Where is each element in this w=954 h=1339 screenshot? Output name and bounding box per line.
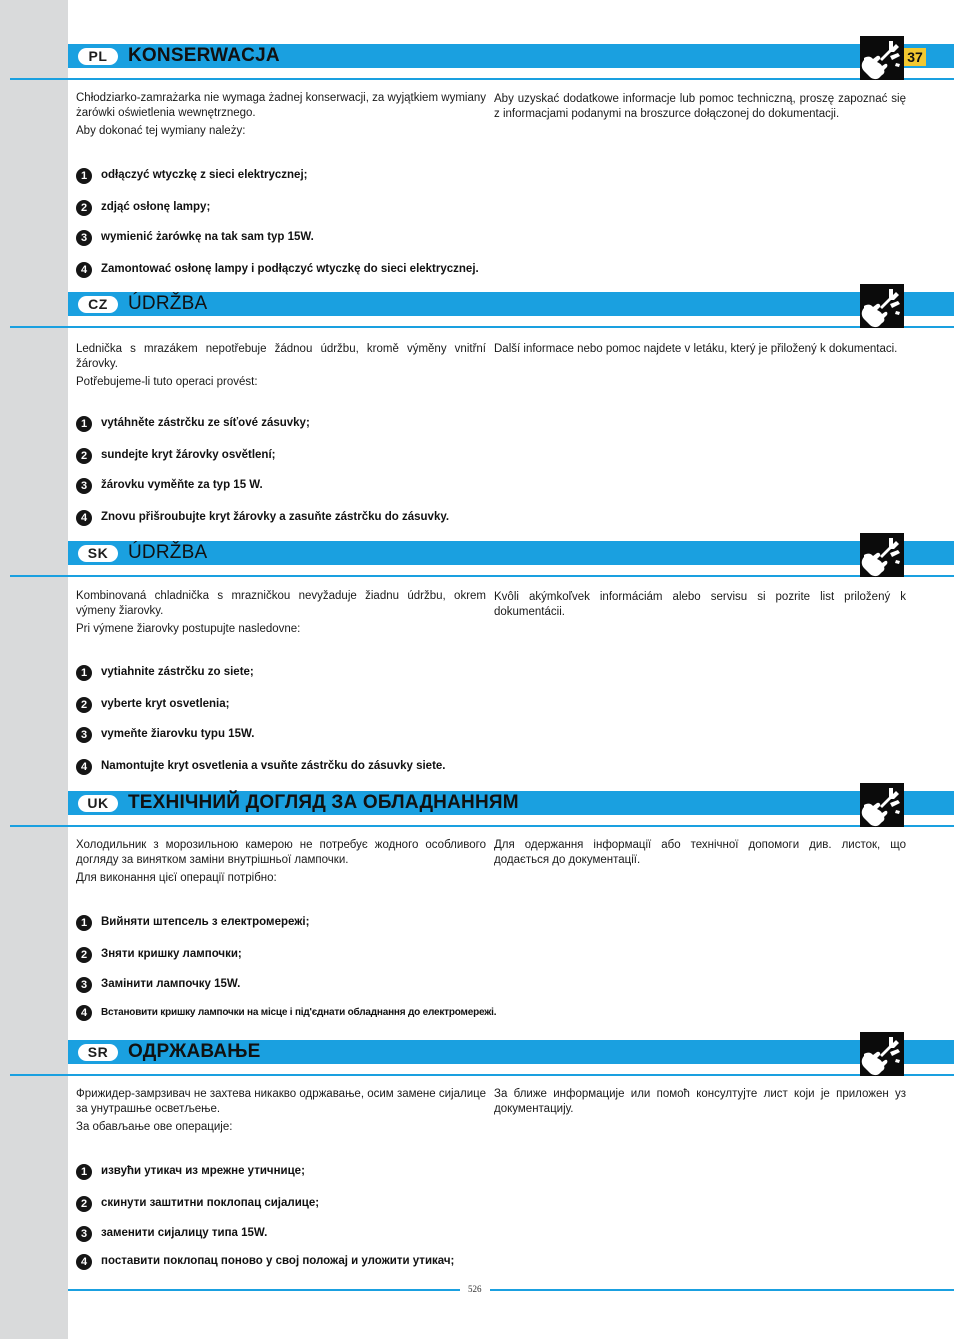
step-text: поставити поклопац поново у свој положај и уложити утикач;: [101, 1255, 455, 1267]
intro-instruction: Pri výmene žiarovky postupujte nasledovne:: [76, 623, 301, 635]
intro-paragraph: Kombinovaná chladnička s mrazničkou nevyžaduje žiadnu údržbu, okrem výmeny žiarovky.: [76, 590, 486, 617]
info-text: [494, 838, 906, 868]
banner-rule: [10, 78, 954, 80]
language-badge: CZ: [78, 296, 118, 313]
intro-paragraph: Фрижидер-замрзивач не захтева никакво одржавање, осим замене сијалице за унутрашње осветљење.: [76, 1088, 486, 1115]
intro-paragraph: Lednička s mrazákem nepotřebuje žádnou údržbu, kromě výměny vnitřní žárovky.: [76, 343, 486, 370]
info-text: [494, 590, 906, 620]
banner-rule: [10, 326, 954, 328]
wrench-hand-icon: [860, 783, 904, 827]
step-text: zdjąć osłonę lampy;: [101, 201, 211, 213]
step-number-badge: 4: [76, 1005, 92, 1021]
section-uk: [68, 791, 954, 1041]
banner-rule: [10, 825, 954, 827]
step-item: [76, 200, 636, 220]
step-number-badge: 1: [76, 416, 92, 432]
step-text: vyberte kryt osvetlenia;: [101, 698, 230, 710]
intro-paragraph: Chłodziarko-zamrażarka nie wymaga żadnej konserwacji, za wyjątkiem wymiany żarówki oświetlenia wewnętrznego.: [76, 92, 486, 119]
step-item: [76, 1254, 636, 1274]
footer-rule-left: [68, 1289, 460, 1291]
left-margin-strip: [0, 0, 68, 1339]
intro-text: [76, 342, 486, 390]
step-item: [76, 168, 636, 188]
step-text: sundejte kryt žárovky osvětlení;: [101, 449, 276, 461]
step-number-badge: 1: [76, 168, 92, 184]
step-number-badge: 2: [76, 1196, 92, 1212]
section-sk: [68, 541, 954, 791]
section-pl: [68, 44, 954, 294]
step-text: vymeňte žiarovku typu 15W.: [101, 728, 255, 740]
section-title: ТЕХНІЧНИЙ ДОГЛЯД ЗА ОБЛАДНАННЯМ: [128, 792, 519, 813]
info-paragraph: Kvôli akýmkoľvek informáciám alebo servisu si pozrite list priložený k dokumentácii.: [494, 591, 906, 618]
banner-rule: [10, 1074, 954, 1076]
info-text: [494, 1087, 906, 1117]
step-item: [76, 1226, 636, 1246]
language-badge: SR: [78, 1044, 118, 1061]
step-text: извући утикач из мрежне утичнице;: [101, 1165, 305, 1177]
step-number-badge: 2: [76, 697, 92, 713]
step-item: [76, 977, 636, 997]
step-number-badge: 4: [76, 262, 92, 278]
wrench-hand-icon: [860, 284, 904, 328]
step-item: [76, 665, 636, 685]
info-paragraph: Для одержання інформації або технічної допомоги див. листок, що додається до документації.: [494, 839, 906, 866]
step-text: Встановити кришку лампочки на місце і під'єднати обладнання до електромережі.: [101, 1007, 497, 1018]
wrench-hand-icon: [860, 36, 904, 80]
step-text: Зняти кришку лампочки;: [101, 948, 242, 960]
step-number-badge: 3: [76, 230, 92, 246]
intro-text: [76, 838, 486, 886]
language-badge: SK: [78, 545, 118, 562]
step-item: [76, 915, 636, 935]
info-paragraph: Aby uzyskać dodatkowe informacje lub pomoc techniczną, proszę zapoznać się z informacjami podanymi na broszurce dołączonej do dokumentacji.: [494, 93, 906, 120]
intro-text: [76, 91, 486, 139]
intro-text: [76, 1087, 486, 1135]
step-text: Zamontować osłonę lampy i podłączyć wtyczkę do sieci elektrycznej.: [101, 263, 479, 275]
page-number: 37: [904, 48, 926, 66]
banner-rule: [10, 575, 954, 577]
intro-text: [76, 589, 486, 637]
footer-page-number: 526: [468, 1284, 482, 1294]
intro-instruction: За обављање ове операције:: [76, 1121, 233, 1133]
step-item: [76, 510, 636, 530]
step-text: odłączyć wtyczkę z sieci elektrycznej;: [101, 169, 308, 181]
section-title: ÚDRŽBA: [128, 542, 208, 563]
step-item: [76, 1196, 636, 1216]
wrench-hand-icon: [860, 533, 904, 577]
wrench-hand-icon: [860, 1032, 904, 1076]
step-text: скинути заштитни поклопац сијалице;: [101, 1197, 320, 1209]
step-number-badge: 2: [76, 448, 92, 464]
step-text: Замінити лампочку 15W.: [101, 978, 241, 990]
step-item: [76, 478, 636, 498]
step-item: [76, 759, 636, 779]
info-paragraph: За ближе информације или помоћ консултујте лист који је приложен уз документацију.: [494, 1088, 906, 1115]
section-cz: [68, 292, 954, 542]
step-text: заменити сијалицу типа 15W.: [101, 1227, 268, 1239]
step-item: [76, 947, 636, 967]
step-item: [76, 1005, 636, 1025]
info-text: [494, 342, 906, 357]
step-text: Znovu přišroubujte kryt žárovky a zasuňte zástrčku do zásuvky.: [101, 511, 450, 523]
step-number-badge: 3: [76, 478, 92, 494]
step-item: [76, 448, 636, 468]
step-number-badge: 2: [76, 947, 92, 963]
info-text: [494, 92, 906, 122]
language-badge: PL: [78, 48, 118, 65]
step-number-badge: 3: [76, 977, 92, 993]
section-title: ОДРЖАВАЊЕ: [128, 1041, 261, 1062]
step-text: Вийняти штепсель з електромережі;: [101, 916, 310, 928]
intro-instruction: Aby dokonać tej wymiany należy:: [76, 125, 246, 137]
step-text: vytiahnite zástrčku zo siete;: [101, 666, 254, 678]
step-item: [76, 416, 636, 436]
language-badge: UK: [78, 795, 118, 812]
step-item: [76, 262, 636, 282]
step-item: [76, 230, 636, 250]
section-title: KONSERWACJA: [128, 45, 280, 66]
step-number-badge: 4: [76, 759, 92, 775]
step-number-badge: 4: [76, 1254, 92, 1270]
step-item: [76, 697, 636, 717]
intro-paragraph: Холодильник з морозильною камерою не потребує жодного особливого догляду за винятком заміни внутрішньої лампочки.: [76, 839, 486, 866]
step-item: [76, 1164, 636, 1184]
step-text: Namontujte kryt osvetlenia a vsuňte zástrčku do zásuvky siete.: [101, 760, 446, 772]
step-number-badge: 4: [76, 510, 92, 526]
step-number-badge: 3: [76, 1226, 92, 1242]
section-title: ÚDRŽBA: [128, 293, 208, 314]
step-text: wymienić żarówkę na tak sam typ 15W.: [101, 231, 314, 243]
step-number-badge: 1: [76, 915, 92, 931]
step-number-badge: 2: [76, 200, 92, 216]
step-number-badge: 1: [76, 665, 92, 681]
step-number-badge: 1: [76, 1164, 92, 1180]
step-item: [76, 727, 636, 747]
footer-rule-right: [490, 1289, 954, 1291]
info-paragraph: Další informace nebo pomoc najdete v letáku, který je přiložený k dokumentaci.: [494, 343, 898, 355]
step-text: vytáhněte zástrčku ze síťové zásuvky;: [101, 417, 310, 429]
step-text: žárovku vyměňte za typ 15 W.: [101, 479, 263, 491]
intro-instruction: Для виконання цієї операції потрібно:: [76, 872, 277, 884]
section-sr: [68, 1040, 954, 1290]
intro-instruction: Potřebujeme-li tuto operaci provést:: [76, 376, 258, 388]
step-number-badge: 3: [76, 727, 92, 743]
